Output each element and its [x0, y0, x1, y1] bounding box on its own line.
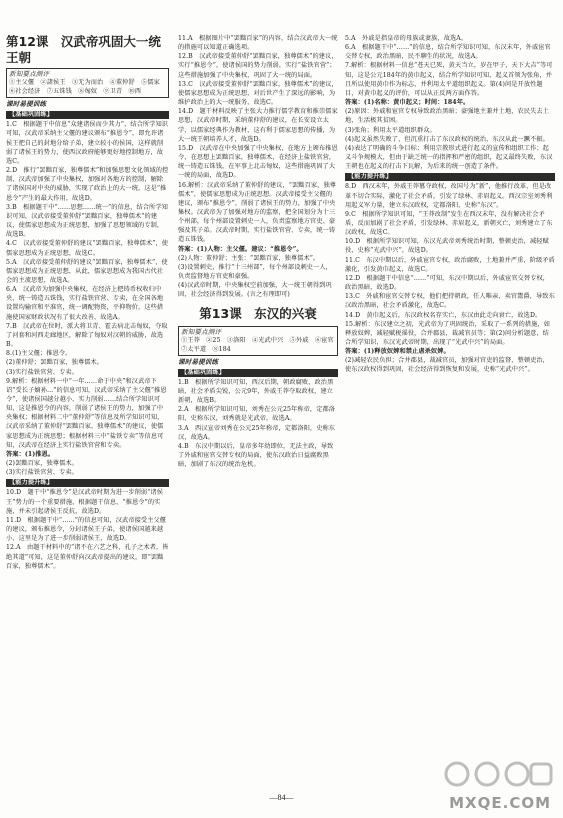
column-middle — [178, 34, 338, 469]
answer-paragraph: 12.A 由题干材料中的“诸不在六艺之科，孔子之术者，皆绝其道”可知，这是董仲舒向汉武帝提出的建议，即“罢黜百家，独尊儒术”。 — [6, 544, 169, 570]
lesson12-basic-answers — [6, 120, 169, 477]
lesson13-warmup-box — [178, 326, 338, 356]
answer-paragraph: 9.解析：根据材料一中“一年……命于中央”和汉武帝下诏“受长子嫡孙…”的信息可知，汉武帝采纳了主父偃“推恩令”，使诸侯国越分越小，实力削弱……结合所学知识可知，这是推恩令的内容，削弱了诸侯王的势力，加强了中央集权；根据材料二中“董仲舒”等信息及所学知识可知，汉武帝采纳了董仲舒“罢黜百家，独尊儒术”的建议，使儒家思想成为正统思想；根据材料三中“盐铁专卖”等信息可知，汉武帝在经济上实行盐铁官营和专卖。 — [6, 377, 167, 449]
answer-paragraph: 11.C 东汉中期以后，外戚宦官专权，政治腐败，土地兼并严重，阶级矛盾激化，引发黄巾起义，故选C。 — [345, 256, 555, 273]
answer-paragraph: 5.A 外戚是指皇帝的母族或妻族，故选A。 — [345, 35, 468, 42]
answer-paragraph: 答案：(1)名称：黄巾起义；时间：184年。 — [345, 99, 470, 107]
answer-paragraph: 10.D 题干中“推恩令”是汉武帝时期为进一步削弱“诸侯王”势力的一个重要措施，根据题干信息，“推恩令”的实施，并未引起诸侯王反抗，故选D。 — [6, 489, 164, 515]
lesson13-title: 第13课 东汉的兴衰 — [199, 305, 317, 321]
answer-paragraph: 10.D 根据所学知识可知，东汉光武帝刘秀统治时期，整顿吏治，减轻赋役，史称“光武中兴”，故选D。 — [345, 238, 549, 255]
lesson13-basic-answers — [178, 378, 338, 470]
lesson13-practice-heading: 课时易提训练 — [178, 357, 219, 366]
answer-paragraph: 8.D 西汉末年，外戚王莽篡夺政权，改国号为“新”，他推行改革，但是改革不切合实际，激化了社会矛盾，引发了绿林、赤眉起义。西汉宗室刘秀利用起义军力量，建立东汉政权，定都洛阳，史称“东汉”。 — [345, 183, 553, 209]
answer-paragraph: 4.B 东汉中期以后，皇帝多年幼即位，无法主政，导致了外戚和宦官交替专权的局面，使东汉政治日益腐败黑暗，加剧了东汉的统治危机。 — [178, 442, 334, 469]
answer-paragraph: 答案：(1)释放奴婢和禁止虐杀奴婢。 — [345, 348, 450, 356]
column-left — [6, 34, 169, 571]
answer-paragraph: (4)起义虽然失败了，但沉重打击了东汉政权的统治，东汉从此一蹶不振。 — [345, 135, 549, 143]
answer-paragraph: (4)表达了明确的斗争目标；利用宗教形式进行起义的宣传和组织工作；起义斗争规模大，但由于缺乏统一的指挥和严密的组织，起义最终失败，东汉王朝也在起义的打击下瓦解，为后来的统一创造了条件。 — [345, 144, 553, 171]
lesson13-warmup-heading: 新知要点测评 — [181, 327, 222, 336]
answer-paragraph: 答案：(1)人物：主父偃。建议：“推恩令”。 — [178, 245, 303, 253]
answer-paragraph: 13.C 外戚和宦官交替专权，他们把持朝政，任人唯亲，卖官鬻爵，导致东汉政治黑暗，社会矛盾激化，故选C。 — [345, 293, 555, 310]
answer-paragraph: 2.A 根据所学知识可知，刘秀在公元25年称帝，定都洛阳，史称东汉，刘秀就是光武帝，故选A。 — [178, 406, 336, 423]
lesson13-warmup-items: ①王莽 ②25 ③洛阳 ④光武中兴 ⑤外戚 ⑥宦官 ⑦太平道 ⑧184 — [181, 336, 340, 353]
lesson12-ability-answers — [6, 488, 169, 570]
answer-paragraph: (3)设置刺史，推行“十三州部”，每个州部设刺史一人，负责监督地方官吏和豪强。 — [178, 263, 332, 281]
answer-paragraph: 1.C 根据题干中信息“众建诸侯而少其力”，结合所学知识可知，汉武帝采纳主父偃的建议颁布“推恩令”，即允许诸侯王把自己的封地分给子弟，建立较小的侯国，这样就削弱了诸侯王的势力，使西汉政府能够更好地控制地方，故选C。 — [6, 121, 169, 165]
answer-paragraph: 11.D 根据题干中“……”的信息可知，汉武帝接受主父偃的建议，颁布推恩令，分封诸侯王子弟，使诸侯国越来越小，这里是为了进一步削弱诸侯王，故选D。 — [6, 516, 167, 543]
lesson13-ability-bar: 【能力提升练】 — [345, 173, 555, 181]
watermark-text: MXQE.COM — [449, 794, 551, 812]
answer-paragraph: 16.解析：汉武帝采纳了董仲舒的建议，“罢黜百家，独尊儒术”，使儒家思想成为正统思想。汉武帝接受主父偃的建议，颁布“推恩令”，削弱了诸侯王的势力，加强了中央集权。汉武帝为了加强对地方的监察，把全国划分为十三个州部，每个州部设置刺史一人，负责监察地方官吏、豪强及其子弟。汉武帝时期，实行盐铁官营、专卖，统一铸造五铢钱。 — [178, 181, 337, 244]
answer-paragraph: 2.D 推行“罢黜百家，独尊儒术”和加强思想文化领域的控制，汉武帝加强了中央集权，加强对各地方的控制，解除了诸侯国对中央的威胁，实现了政治上的大一统，这是“推恩令”产生的最大作用，故选D。 — [6, 167, 169, 202]
page-number: —84— — [269, 793, 294, 802]
answer-paragraph: 4.C 汉武帝接受董仲舒的建议“罢黜百家，独尊儒术”，使儒家思想成为正统思想，故选C。 — [6, 240, 169, 257]
lesson12-ability-bar: 【能力提升练】 — [6, 479, 169, 487]
lesson12-warmup-heading: 新知要点测评 — [9, 70, 50, 78]
answer-paragraph: 9.C 根据所学知识可知，“王莽改制”发生在西汉末年，没有解决社会矛盾，反而加剧了社会矛盾，引发绿林、赤眉起义，新朝灭亡，刘秀建立了东汉政权，故选C。 — [345, 210, 553, 237]
answer-paragraph: 3.A 西汉宣帝刘秀在公元25年称帝，定都洛阳，史称东汉，故选A。 — [178, 424, 336, 441]
answer-paragraph: (2)董仲舒；罢黜百家，独尊儒术。 — [6, 359, 104, 367]
answer-paragraph: 14.D 黄巾起义后，东汉政权名存实亡，东汉由此走向衰亡，故选D。 — [345, 311, 542, 319]
column-right — [345, 34, 555, 375]
lesson13-ability-answers — [345, 182, 555, 374]
answer-paragraph: (2)减轻农民负担；合并郡县，裁减官员，加强对官吏的监督，整顿吏治，使东汉政权得到巩固，社会经济得到恢复和发展，史称“光武中兴”。 — [345, 357, 549, 374]
answer-paragraph: 13.C 汉武帝接受董仲舒“罢黜百家，独尊儒术”的建议，使儒家思想成为正统思想，对后世产生了深远的影响，为维护政治上的大一统服务，故选C。 — [178, 80, 338, 107]
lesson12-title: 第12课 汉武帝巩固大一统王朝 — [6, 34, 161, 65]
answer-paragraph: (3)实行盐铁官营、专卖。 — [6, 469, 78, 477]
lesson13-basic-bar: 【基础巩固练】 — [178, 369, 338, 377]
lesson12-warmup-box — [6, 68, 169, 98]
lesson12-warmup-items: ①主父偃 ②諸侯王 ③无为而治 ④董仲舒 ⑤儒家 ⑥社会经济 ⑦五铢钱 ⑧匈奴 ⑨卫青 ⑩西 — [9, 79, 167, 96]
answer-paragraph: 12.D 根据题干中信息“……”可知，东汉中期以后，外戚宦官交替专权，政治黑暗，故选D。 — [345, 274, 550, 292]
answer-paragraph: 15.D 汉武帝在中央加强了中央集权，在地方上颁布推恩令，在思想上罢黜百家，独尊儒术，在经济上盐铁官营，统一铸造五铢钱，在军事上北击匈奴，这些措施巩固了大一统的局面，故选D。 — [178, 144, 338, 180]
lesson13-continued-answers — [345, 34, 555, 171]
answer-paragraph: (2)原因：外戚和宦官专权导致政治黑暗；豪强地主兼并土地，农民失去土地，生活极其贫困。 — [345, 108, 549, 125]
answer-paragraph: 11.A 根据图片中“罢黜百家”的内容，结合汉武帝大一统的措施可以知道正确选项。 — [178, 35, 338, 52]
answer-paragraph: (3)张角；利用太平道组织群众。 — [345, 126, 436, 134]
answer-paragraph: 3.B 根据题干中“……思想……统一”的信息，结合所学知识可知，汉武帝接受董仲舒“罢黜百家，独尊儒术”的建议，使儒家思想成为正统思想，加强了思想领域的专制，故选B。 — [6, 203, 168, 239]
lesson12-continued-answers — [178, 34, 338, 300]
lesson12-practice-heading: 课时易提训练 — [6, 100, 47, 109]
answer-paragraph: 1.B 根据所学知识可知，西汉后期，朝政腐败，政治黑暗，社会矛盾尖锐，公元9年，外戚王莽夺取政权，建立新朝，故选B。 — [178, 378, 334, 405]
answer-paragraph: 答案：(1)推恩。 — [6, 450, 55, 458]
answer-paragraph: 14.D 题干材料反映了主张大力推行儒学教育和推崇儒家思想，汉武帝时期，采纳董仲舒的建议，在长安设立太学，以儒家经典作为教材，这有利于儒家思想的传播，为大一统王朝培养人才，故选D。 — [178, 108, 338, 143]
answer-paragraph: (3)实行盐铁官营、专卖。 — [6, 368, 78, 376]
answer-paragraph: 5.A 汉武帝接受董仲舒的建议“罢黜百家，独尊儒术”，使儒家思想成为正统思想，从此，儒家思想成为我国古代社会的主流思想，故选A。 — [6, 258, 168, 284]
answer-paragraph: 6.A 汉武帝为加强中央集权，在经济上把铸币权收归中央，统一铸造五铢钱，实行盐铁官营、专卖，在全国各地设置均输官和平准官，统一调配物资，平抑物价，这些措施使国家财政状况有了很大改善，故选A。 — [6, 286, 164, 321]
lesson12-basic-bar: 【基础巩固练】 — [6, 111, 169, 119]
answer-paragraph: 6.A 根据题干中“……”的信息，结合所学知识可知，东汉末年，外戚宦官交替专权，政治黑暗，民不聊生的状况，故选A。 — [345, 44, 551, 61]
answer-paragraph: (4)汉武帝时期，中央集权空前加强，大一统王朝得到巩固，社会经济得到发展。(言之有理即可) — [178, 282, 332, 299]
answer-paragraph: (2)罢黜百家，独尊儒术。 — [6, 460, 78, 468]
answer-paragraph: 15.解析：东汉建立之初，光武帝为了巩固统治，采取了一系列的措施，如释放奴婢，减轻赋税徭役，合并郡县，裁减官员等；第(2)问分析题意，结合所学知识，东汉光武帝时期，出现了“光武中兴”的局面。 — [345, 320, 551, 346]
answer-paragraph: 7.B 汉武帝在位时，派大将卫青、霍去病北击匈奴，夺取了河套和河西走廊地区，解除了匈奴对汉朝的威胁，故选B。 — [6, 322, 168, 349]
answer-paragraph: 8.(1)主父偃；推恩令。 — [6, 350, 72, 358]
answer-paragraph: 12.B 汉武帝接受董仲舒“罢黜百家，独尊儒术”的建议，实行“推恩令”，使诸侯国的势力削弱，实行“盐铁官营”；这些措施加强了中央集权，巩固了大一统的局面。 — [178, 53, 338, 79]
answer-paragraph: (2)人物：董仲舒；主张：“罢黜百家，独尊儒术”。 — [178, 254, 320, 262]
answer-paragraph: 7.解析：根据材料一信息“苍天已死，黄天当立，岁在甲子，天下大吉”等可知，这是公元184年的黄巾起义，结合所学知识可知，起义首领为张角，并且所以使用黄巾作为标志，并利用太平道组织起义。第(4)问是开放性题目，对黄巾起义的评价，可以从正反两方面作答。 — [345, 62, 553, 97]
